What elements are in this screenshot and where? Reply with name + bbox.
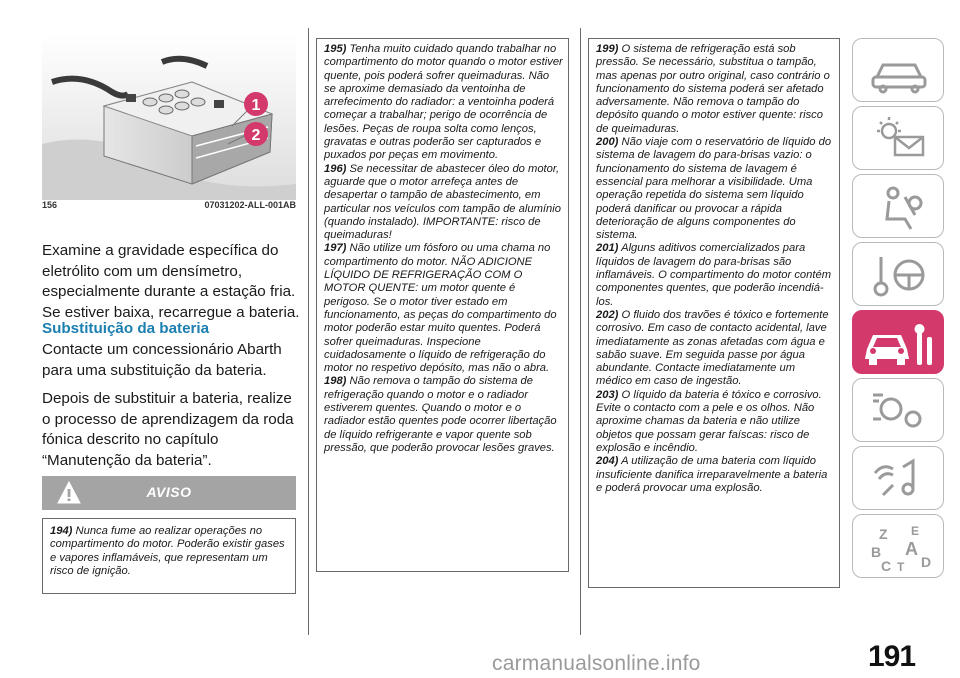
warning-number: 204) (596, 455, 619, 468)
section-heading: Substituição da bateria (42, 320, 210, 337)
warning-header (42, 476, 296, 510)
figure-number: 156 (42, 200, 58, 210)
warning-text: Nunca fume ao realizar operações no compartimento do motor. Poderão existir gases e vapores inflamáveis, que representam um risco de ignição. (50, 525, 285, 577)
warning-list-right (596, 43, 834, 495)
warning-item (596, 455, 834, 495)
warning-list-middle (324, 43, 563, 455)
warning-number: 202) (596, 308, 619, 321)
warning-item (596, 43, 834, 136)
warning-text: A utilização de uma bateria com líquido insuficiente danifica irreparavelmente a bateria e poderá provocar uma explosão. (596, 455, 828, 494)
index-letter: E (911, 524, 920, 538)
tab-index[interactable] (852, 514, 944, 578)
warning-number: 199) (596, 43, 619, 55)
tab-maintenance[interactable] (852, 310, 944, 374)
warning-item (596, 136, 834, 242)
key-steering-wheel-icon (853, 243, 945, 307)
warning-text: Se necessitar de abastecer óleo do motor, aguarde que o motor arrefeça antes de desapertar o tampão de abastecimento, em particular nos veículos com tampão de alumínio (quando instalado). IMPORTANTE: risco de queimaduras! (324, 162, 561, 242)
callout-1-label: 1 (251, 97, 261, 114)
car-wrench-icon (853, 311, 945, 375)
warning-box-left (42, 518, 296, 594)
warning-box-middle (316, 38, 569, 572)
warning-title: AVISO (146, 484, 192, 500)
warning-box-right (588, 38, 840, 588)
technical-data-gears-icon (853, 379, 945, 443)
battery-illustration (42, 34, 296, 200)
warning-text: Não utilize um fósforo ou uma chama no compartimento do motor. NÃO ADICIONE LÍQUIDO DE REFRIGERAÇÃO COM O MOTOR QUENTE: um motor quente é perigoso. Se o motor tiver estado em funcionamento, as peças do compartimento do motor poderão estar muito quentes. Poderá sofrer queimaduras. Inspecione cuidadosamente o líquido de refrigeração do motor no respetivo depósito, mas não o abra. (324, 242, 557, 375)
warning-item (324, 43, 563, 163)
warning-text: O líquido da bateria é tóxico e corrosivo. Evite o contacto com a pele e os olhos. Não aproxime chamas da bateria e não utilize objetos que possam gerar faíscas: risco de explosão e incêndio. (596, 388, 822, 454)
warning-number: 195) (324, 43, 347, 55)
paragraph-contact-dealer: Contacte um concessionário Abarth para uma substituição da bateria. (42, 341, 282, 379)
callout-2-label: 2 (251, 127, 261, 144)
column-divider-left (308, 28, 309, 635)
warning-item (596, 242, 834, 308)
airbag-seat-icon (853, 175, 945, 239)
index-letter: A (905, 539, 918, 559)
index-letter: D (921, 554, 932, 570)
warning-text: Não viaje com o reservatório de líquido do sistema de lavagem do para-brisas vazio: o funcionamento do sistema de lavagem é essencial para melhorar a visibilidade. Uma operação repetida do sistema sem líquido poderá danificar ou provocar a rápida deterioração de alguns componentes do sistema. (596, 136, 832, 242)
warning-lights-envelope-icon (853, 107, 945, 171)
warning-text: Alguns aditivos comercializados para líquidos de lavagem do para-brisas são inflamáveis. O compartimento do motor contém componentes quentes, que poderão incendiá-los. (596, 242, 832, 308)
car-dashboard-icon (853, 39, 945, 103)
intro-paragraph: Examine a gravidade específica do eletrólito com um densímetro, especialmente durante a estação fria. Se estiver baixa, recarregue a bateria. (42, 242, 300, 321)
index-letters-icon (853, 515, 945, 579)
column-divider-right (580, 28, 581, 635)
warning-text: O sistema de refrigeração está sob pressão. Se necessário, substitua o tampão, mas apenas por outro original, caso contrário o funcionamento do sistema poderá ser afetado adversamente. Não remova o tampão do depósito quando o motor estiver quente: risco de queimaduras. (596, 43, 830, 135)
index-letter: T (897, 560, 905, 574)
warning-item (324, 375, 563, 455)
warning-number: 194) (50, 525, 73, 537)
paragraph-learning-process: Depois de substituir a bateria, realize o processo de aprendizagem da roda fónica descrito no capítulo “Manutenção da bateria”. (42, 390, 294, 469)
warning-text: O fluido dos travões é tóxico e fortemente corrosivo. Em caso de contacto acidental, lave imediatamente as zonas afetadas com água e sabão suave. Em seguida passe por água abundante. Contacte imediatamente um médico em caso de ingestão. (596, 308, 829, 388)
index-letter: B (871, 544, 882, 560)
watermark-text: carmanualsonline.info (492, 652, 701, 675)
battery-figure (42, 34, 296, 200)
index-letter: C (881, 558, 892, 574)
body-paragraphs (42, 340, 304, 479)
tab-multimedia[interactable] (852, 446, 944, 510)
intro-paragraph-block (42, 241, 304, 331)
warning-number: 201) (596, 242, 619, 255)
tab-safety[interactable] (852, 174, 944, 238)
page-number: 191 (868, 640, 916, 673)
tab-starting-driving[interactable] (852, 242, 944, 306)
warning-item (596, 389, 834, 455)
multimedia-icon (853, 447, 945, 511)
warning-item (324, 163, 563, 243)
tab-warning-lights[interactable] (852, 106, 944, 170)
warning-item (50, 525, 290, 578)
figure-code: 07031202-ALL-001AB (204, 200, 296, 210)
tab-dashboard[interactable] (852, 38, 944, 102)
warning-number: 196) (324, 162, 347, 175)
warning-text: Não remova o tampão do sistema de refrigeração quando o motor e o radiador estiverem quentes. Quando o motor e o radiador estão quentes pode ocorrer libertação de líquido refrigerante e vapor quente sob pressão, que poderão provocar lesões graves. (324, 375, 557, 454)
warning-item (324, 242, 563, 375)
warning-text: Tenha muito cuidado quando trabalhar no compartimento do motor quando o motor estiver quente, pois poderá sofrer queimaduras. Não se aproxime demasiado da ventoinha de arrefecimento do radiador: a ventoinha poderá começar a trabalhar; perigo de ocorrência de lesões. Peças de roupa solta como lenços, gravatas e outras poderão ser capturados e puxados por peças em movimento. (324, 43, 563, 162)
index-letter: Z (879, 526, 888, 542)
warning-item (596, 309, 834, 389)
warning-number: 203) (596, 388, 619, 401)
warning-number: 200) (596, 136, 619, 149)
warning-number: 198) (324, 375, 347, 388)
warning-number: 197) (324, 242, 347, 255)
tab-technical-data[interactable] (852, 378, 944, 442)
